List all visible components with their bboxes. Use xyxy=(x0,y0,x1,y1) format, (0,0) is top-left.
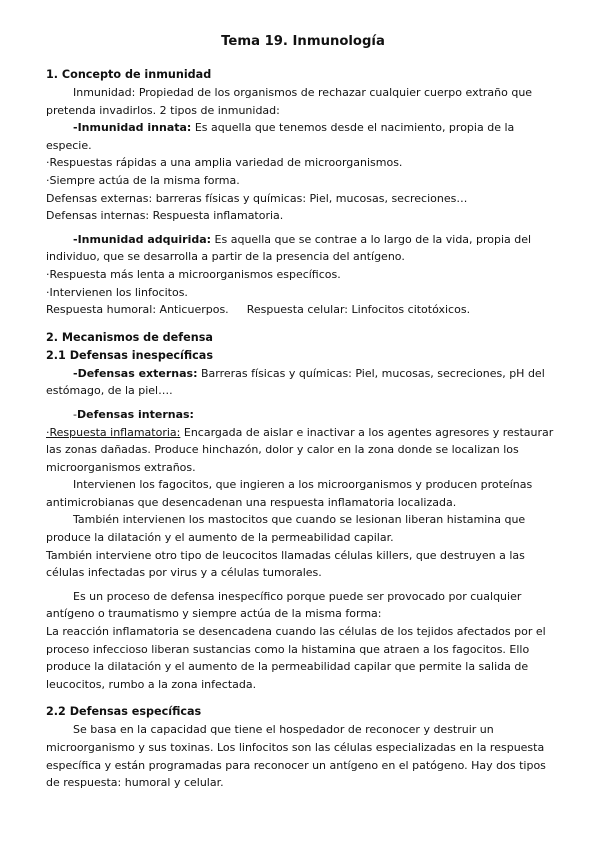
defensas-internas-heading: -Defensas internas: xyxy=(73,407,194,421)
section-2-heading: 2. Mecanismos de defensa xyxy=(46,330,213,344)
subsection-2-2-heading: 2.2 Defensas específicas xyxy=(46,705,202,719)
defensas-externas-label: -Defensas externas: xyxy=(73,366,198,380)
defensas-externas-paragraph: -Defensas externas: Barreras físicas y químicas: Piel, mucosas, secreciones, pH del estómago, de la piel…. xyxy=(46,366,545,398)
section-1-heading: 1. Concepto de inmunidad xyxy=(46,68,212,81)
adquirida-label: -Inmunidad adquirida: xyxy=(73,232,212,246)
innata-paragraph: -Inmunidad innata: Es aquella que tenemos desde el nacimiento, propia de la especie. xyxy=(46,121,515,152)
adquirida-line-2: ·Intervienen los linfocitos. xyxy=(46,285,188,299)
adquirida-line-1: ·Respuesta más lenta a microorganismos específicos. xyxy=(46,267,341,281)
adquirida-paragraph: -Inmunidad adquirida: Es aquella que se contrae a lo largo de la vida, propia del individuo, que se desarrolla a partir de la presencia del antígeno. xyxy=(46,232,532,264)
killers-paragraph: También interviene otro tipo de leucocitos llamadas células killers, que destruyen a las células infectadas por virus y a células tumorales. xyxy=(46,548,525,580)
respuesta-inflamatoria-label: ·Respuesta inflamatoria: xyxy=(46,425,181,439)
respuesta-inflamatoria-paragraph: ·Respuesta inflamatoria: Encargada de aislar e inactivar a los agentes agresores y restaurar las zonas dañadas. Produce hinchazón, dolor y calor en la zona donde se localizan los microorganismos extraños. xyxy=(46,425,554,474)
adquirida-responses: Respuesta humoral: Anticuerpos. Respuesta celular: Linfocitos citotóxicos. xyxy=(46,303,471,317)
innata-line-4: Defensas internas: Respuesta inflamatoria. xyxy=(46,209,284,223)
innata-line-2: ·Siempre actúa de la misma forma. xyxy=(46,173,240,187)
inmunidad-definition: Inmunidad: Propiedad de los organismos de rechazar cualquier cuerpo extraño que pretenda invadirlos. 2 tipos de inmunidad: xyxy=(46,86,533,117)
proceso-paragraph: Es un proceso de defensa inespecífico porque puede ser provocado por cualquier antígeno o traumatismo y siempre actúa de la misma forma: xyxy=(46,589,522,621)
innata-line-3: Defensas externas: barreras físicas y químicas: Piel, mucosas, secreciones… xyxy=(46,191,468,205)
reaccion-paragraph: La reacción inflamatoria se desencadena cuando las células de los tejidos afectados por el proceso infeccioso liberan sustancias como la histamina que atraen a los fagocitos. Ello produce la dilatación y el aumento de la permeabilidad capilar que permite la salida de leucocitos, rumbo a la zona infectada. xyxy=(46,625,546,691)
innata-label: -Inmunidad innata: xyxy=(73,121,192,135)
mastocitos-paragraph: También intervienen los mastocitos que cuando se lesionan liberan histamina que produce la dilatación y el aumento de la permeabilidad capilar. xyxy=(46,513,526,545)
innata-line-1: ·Respuestas rápidas a una amplia variedad de microorganismos. xyxy=(46,156,403,170)
fagocitos-paragraph: Intervienen los fagocitos, que ingieren a los microorganismos y producen proteínas antimicrobianas que desencadenan una respuesta inflamatoria localizada. xyxy=(46,478,533,509)
especificas-paragraph: Se basa en la capacidad que tiene el hospedador de reconocer y destruir un microorganismo y sus toxinas. Los linfocitos son las células especializadas en la respuesta específica y están programadas para reconocer un antígeno en el patógeno. Hay dos tipos de respuesta: humoral y celular. xyxy=(46,723,546,790)
page-title: Tema 19. Inmunología xyxy=(221,34,385,49)
subsection-2-1-heading: 2.1 Defensas inespecíficas xyxy=(46,348,214,362)
